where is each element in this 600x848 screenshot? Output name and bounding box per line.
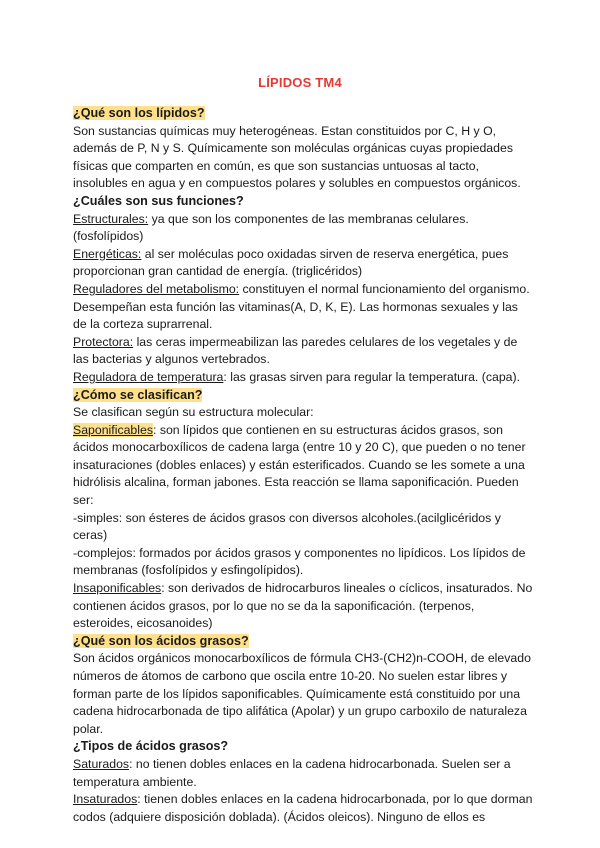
function-item	[73, 281, 533, 334]
insaponifiable-paragraph	[73, 580, 533, 633]
function-term: Estructurales:	[73, 211, 149, 226]
function-item	[73, 334, 533, 369]
heading-text: ¿Cómo se clasifican?	[73, 387, 203, 402]
function-term: Reguladora de temperatura	[73, 369, 224, 384]
saturated-text: : no tienen dobles enlaces en la cadena hidrocarbonada. Suelen ser a temperatura ambiente.	[73, 756, 511, 789]
classification-intro: Se clasifican según su estructura molecular:	[73, 405, 314, 420]
saturated-term: Saturados	[73, 756, 130, 771]
function-text: las ceras impermeabilizan las paredes celulares de los vegetales y de las bacterias y algunos vertebrados.	[73, 334, 518, 367]
saponifiable-term: Saponificables	[73, 422, 153, 437]
insaponifiable-term: Insaponificables	[73, 581, 162, 596]
function-term: Protectora:	[73, 334, 134, 349]
section-heading-classification	[73, 387, 533, 405]
saponifiable-paragraph	[73, 422, 533, 510]
section-heading-what-are-lipids	[73, 105, 533, 123]
simple-lipids-paragraph: -simples: son ésteres de ácidos grasos con diversos alcoholes.(acilglicéridos y ceras)	[73, 510, 501, 543]
function-text: constituyen el normal funcionamiento del organismo. Desempeñan esta función las vitaminas(A, D, K, E). Las hormonas sexuales y las de la corteza suprarrenal.	[73, 281, 530, 332]
function-term: Energéticas:	[73, 246, 142, 261]
fatty-acids-paragraph: Son ácidos orgánicos monocarboxílicos de fórmula CH3-(CH2)n-COOH, de elevado números de átomos de carbono que oscila entre 10-20. No suelen estar libres y forman parte de los lípidos saponificables. Químicamente está constituido por una cadena hidrocarbonada de tipo alifática (Apolar) y un grupo carboxilo de naturaleza polar.	[73, 651, 531, 736]
document-body	[73, 105, 533, 826]
insaponifiable-text: : son derivados de hidrocarburos lineales o cíclicos, insaturados. No contienen ácidos grasos, por lo que no se da la saponificación. (terpenos, esteroides, eicosanoides)	[73, 581, 533, 631]
function-term: Reguladores del metabolismo:	[73, 281, 240, 296]
heading-text: ¿Qué son los lípidos?	[73, 106, 205, 120]
section-heading-fatty-acids	[73, 633, 533, 651]
function-item	[73, 211, 533, 246]
unsaturated-text: : tienen dobles enlaces en la cadena hidrocarbonada, por lo que dorman codos (adquiere disposición doblada). (Ácidos oleicos). Ninguno de ellos es	[73, 792, 533, 824]
unsaturated-term: Insaturados	[73, 792, 138, 807]
saturated-paragraph	[73, 756, 533, 791]
function-text: : las grasas sirven para regular la temperatura. (capa).	[223, 369, 521, 384]
paragraph-definition: Son sustancias químicas muy heterogéneas. Estan constituidos por C, H y O, además de P, N y S. Químicamente son moléculas orgánicas cuyas propiedades físicas que comparten en común, es que son sustancias untuosas al tacto, insolubles en agua y en compuestos polares y solubles en compuestos orgánicos.	[73, 123, 521, 191]
function-text: ya que son los componentes de las membranas celulares. (fosfolípidos)	[73, 211, 469, 244]
heading-text: ¿Tipos de ácidos grasos?	[73, 739, 229, 754]
function-item	[73, 369, 533, 387]
section-heading-fatty-acid-types	[73, 738, 533, 756]
heading-text: ¿Cuáles son sus funciones?	[73, 193, 244, 208]
document-title: LÍPIDOS TM4	[258, 75, 342, 90]
section-heading-functions	[73, 193, 533, 211]
complex-lipids-paragraph: -complejos: formados por ácidos grasos y componentes no lipídicos. Los lípidos de membranas (fosfolípidos y esfingolípidos).	[73, 545, 526, 578]
function-item	[73, 246, 533, 281]
heading-text: ¿Qué son los ácidos grasos?	[73, 633, 249, 648]
unsaturated-paragraph	[73, 791, 533, 826]
function-text: al ser moléculas poco oxidadas sirven de reserva energética, pues proporcionan gran cantidad de energía. (triglicéridos)	[73, 246, 509, 279]
saponifiable-text: : son lípidos que contienen en su estructuras ácidos grasos, son ácidos monocarboxílicos de cadena larga (entre 10 y 20 C), que pueden o no tener insaturaciones (dobles enlaces) y están esterificados. Cuando se les somete a una hidrólisis alcalina, forman jabones. Esta reacción se llama saponificación. Pueden ser:	[73, 422, 526, 508]
